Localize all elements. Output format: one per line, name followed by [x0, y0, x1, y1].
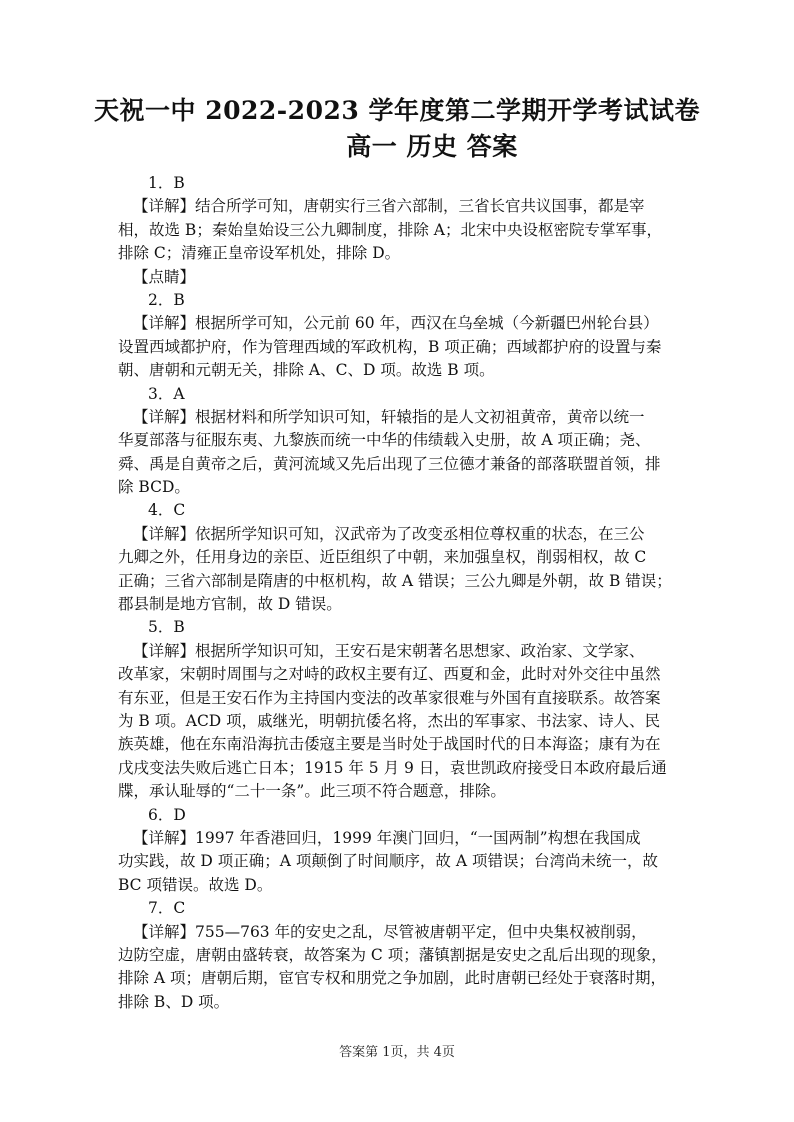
explanation-line: 牒，承认耻辱的“二十一条”。此三项不符合题意，排除。	[118, 782, 506, 801]
explanation-line: 正确；三省六部制是隋唐的中枢机构，故 A 错误；三公九卿是外朝，故 B 错误；	[118, 571, 672, 590]
explanation-line: 戊戌变法失败后逃亡日本；1915 年 5 月 9 日，袁世凯政府接受日本政府最后通	[118, 758, 667, 777]
explanation-line: 【详解】1997 年香港回归，1999 年澳门回归，“一国两制”构想在我国成	[133, 828, 641, 847]
explanation-line: 改革家，宋朝时周围与之对峙的政权主要有辽、西夏和金，此时对外交往中虽然	[118, 665, 661, 684]
explanation-line: 有东亚，但是王安石作为主持国内变法的改革家很难与外国有直接联系。故答案	[118, 688, 661, 707]
question-number: 5．B	[148, 618, 185, 637]
explanation-line: 舜、禹是自黄帝之后，黄河流域又先后出现了三位德才兼备的部落联盟首领，排	[118, 454, 661, 473]
explanation-line: 【详解】根据所学知识可知，王安石是宋朝著名思想家、政治家、文学家、	[133, 641, 645, 660]
page-footer: 答案第 1页，共 4页	[339, 1045, 455, 1060]
exam-title: 天祝一中 2022-2023 学年度第二学期开学考试试卷	[94, 96, 700, 125]
answer-body	[118, 172, 678, 1014]
explanation-line: 华夏部落与征服东夷、九黎族而统一中华的伟绩载入史册，故 A 项正确；尧、	[118, 431, 651, 450]
explanation-line: 边防空虚，唐朝由盛转衰，故答案为 C 项；藩镇割据是安史之乱后出现的现象，	[118, 945, 667, 964]
explanation-line: 郡县制是地方官制，故 D 错误。	[118, 595, 342, 614]
explanation-line: 【详解】依据所学知识可知，汉武帝为了改变丞相位尊权重的状态，在三公	[133, 524, 645, 543]
explanation-line: 排除 C；清雍正皇帝设军机处，排除 D。	[118, 244, 401, 263]
explanation-line: 族英雄，他在东南沿海抗击倭寇主要是当时处于战国时代的日本海盗；康有为在	[118, 735, 661, 754]
explanation-line: 【详解】结合所学可知，唐朝实行三省六部制，三省长官共议国事，都是宰	[133, 197, 645, 216]
explanation-line: 【点睛】	[133, 267, 196, 286]
question-number: 6．D	[148, 805, 186, 824]
explanation-line: 朝、唐朝和元朝无关，排除 A、C、D 项。故选 B 项。	[118, 361, 495, 380]
exam-subtitle: 高一 历史 答案	[346, 132, 518, 161]
question-number: 4．C	[148, 501, 186, 520]
explanation-line: 除 BCD。	[118, 478, 190, 497]
explanation-line: 为 B 项。ACD 项，戚继光，明朝抗倭名将，杰出的军事家、书法家、诗人、民	[118, 711, 661, 730]
explanation-line: 排除 A 项；唐朝后期，宦官专权和朋党之争加剧，此时唐朝已经处于衰落时期，	[118, 969, 667, 988]
explanation-line: 设置西域都护府，作为管理西域的军政机构，B 项正确；西域都护府的设置与秦	[118, 337, 662, 356]
explanation-line: 相，故选 B；秦始皇始设三公九卿制度，排除 A；北宋中央设枢密院专掌军事，	[118, 220, 662, 239]
question-number: 2．B	[148, 290, 185, 309]
explanation-line: 【详解】755—763 年的安史之乱，尽管被唐朝平定，但中央集权被削弱，	[133, 922, 647, 941]
explanation-line: 九卿之外，任用身边的亲臣、近臣组织了中朝，来加强皇权，削弱相权，故 C	[118, 548, 647, 567]
explanation-line: BC 项错误。故选 D。	[118, 875, 273, 894]
question-number: 7．C	[148, 899, 186, 918]
explanation-line: 功实践，故 D 项正确；A 项颠倒了时间顺序，故 A 项错误；台湾尚未统一，故	[118, 852, 658, 871]
question-number: 3．A	[148, 384, 185, 403]
explanation-line: 【详解】根据材料和所学知识可知，轩辕指的是人文初祖黄帝，黄帝以统一	[133, 407, 645, 426]
question-number: 1．B	[148, 174, 185, 192]
explanation-line: 【详解】根据所学可知，公元前 60 年，西汉在乌垒城（今新疆巴州轮台县）	[133, 314, 659, 333]
explanation-line: 排除 B、D 项。	[118, 992, 230, 1011]
